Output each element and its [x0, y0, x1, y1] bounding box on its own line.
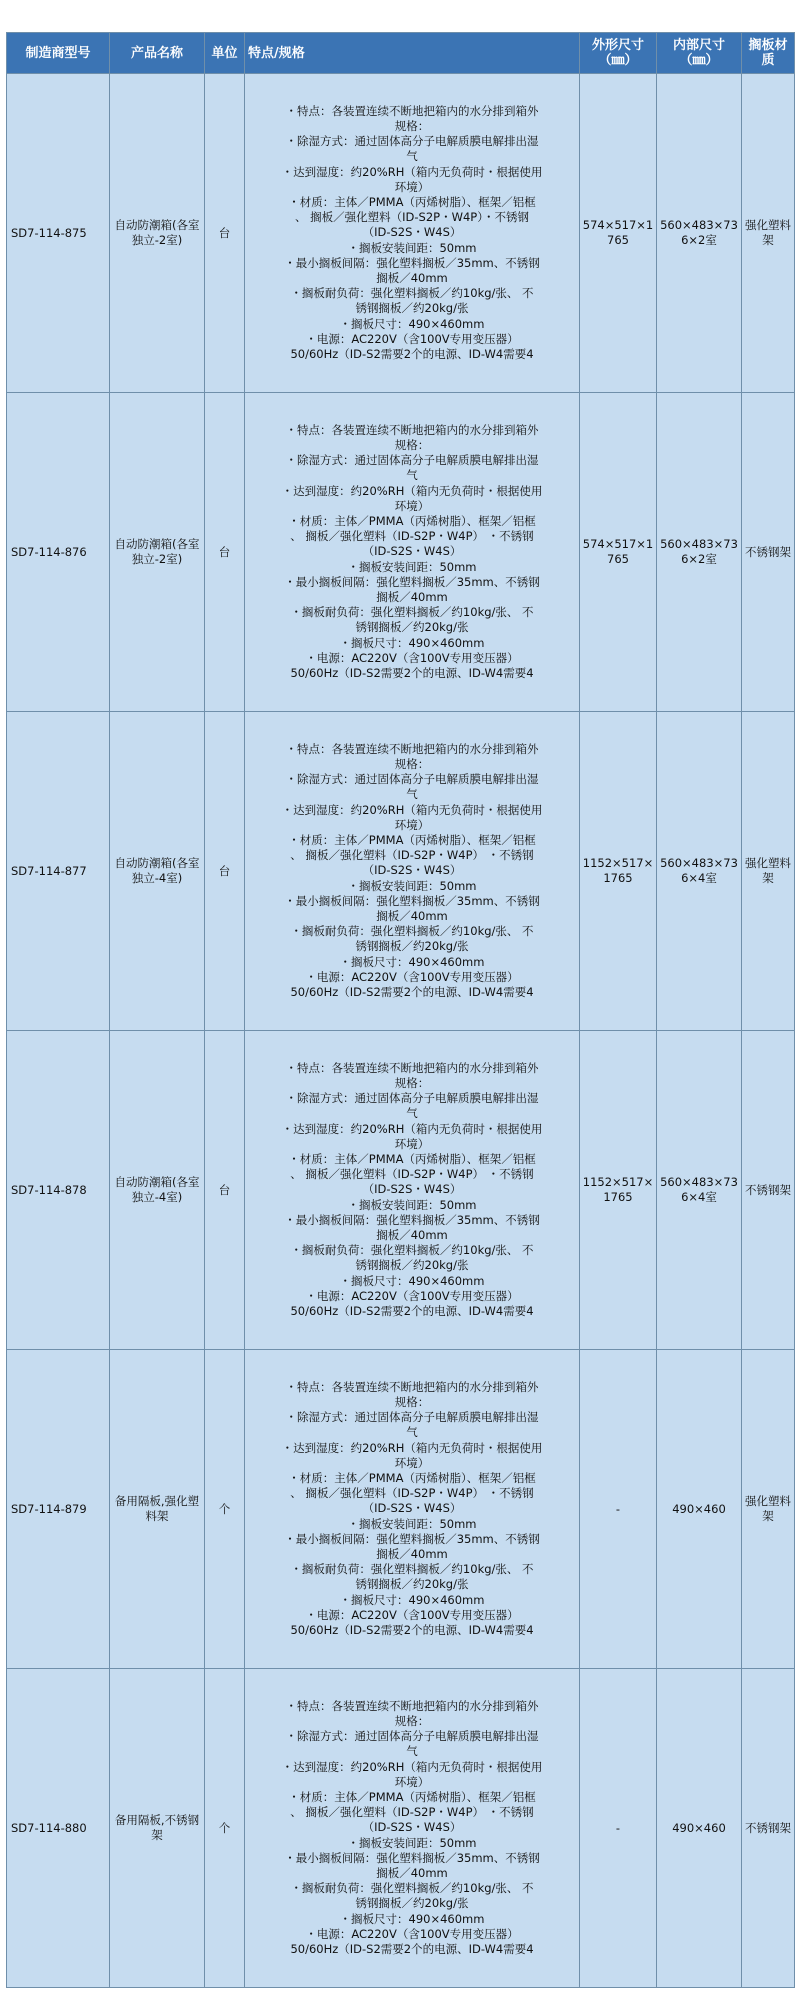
model-cell: SD7-114-878 [7, 1031, 110, 1350]
spec-line: （ID-S2S・W4S） [362, 863, 462, 878]
header-inner-size: 内部尺寸（㎜） [657, 33, 742, 74]
spec-line: 锈钢搁板／约20kg/张 [355, 1577, 469, 1592]
spec-line: ・特点：各装置连续不断地把箱内的水分排到箱外 [285, 741, 539, 756]
spec-line: ・搁板尺寸：490×460mm [339, 635, 485, 650]
spec-line: 搁板／40mm [376, 1547, 448, 1561]
inner-size-cell: 490×460 [657, 1669, 742, 1988]
spec-line: ・达到湿度：约20%RH（箱内无负荷时・根据使用 [281, 1759, 543, 1774]
table-row [7, 1031, 795, 1350]
outer-size-cell: - [580, 1669, 657, 1988]
spec-line: 规格： [394, 1713, 430, 1728]
spec-line: 环境） [394, 179, 430, 194]
product-name-cell: 自动防潮箱(各室独立-4室) [110, 1031, 205, 1350]
spec-line: ・搁板耐负荷：强化塑料搁板／约10kg/张、 不 [290, 1562, 534, 1577]
spec-line: ・特点：各装置连续不断地把箱内的水分排到箱外 [285, 103, 539, 118]
spec-line: ・电源：AC220V（含100V专用变压器） [305, 1607, 519, 1622]
product-name-cell: 备用隔板,强化塑料架 [110, 1350, 205, 1669]
header-outer-size: 外形尺寸（㎜） [580, 33, 657, 74]
inner-size-cell: 490×460 [657, 1350, 742, 1669]
spec-line: ・达到湿度：约20%RH（箱内无负荷时・根据使用 [281, 164, 543, 179]
spec-cell [245, 1350, 580, 1669]
spec-line: 50/60Hz（ID-S2需要2个的电源、ID-W4需要4 [290, 1623, 534, 1638]
spec-line: ・最小搁板间隔：强化塑料搁板／35mm、不锈钢 [284, 255, 540, 270]
spec-line: ・搁板尺寸：490×460mm [339, 1592, 485, 1607]
spec-line: 规格： [394, 1394, 430, 1409]
spec-line: 搁板／40mm [376, 271, 448, 285]
spec-line: ・材质：主体／PMMA（丙烯树脂）、框架／铝框 [288, 1789, 536, 1804]
spec-line: 环境） [394, 1455, 430, 1470]
header-shelf-material: 搁板材质 [742, 33, 795, 74]
spec-line: 、 搁板／强化塑料（ID-S2P・W4P）・不锈钢 [295, 210, 529, 225]
spec-line: 50/60Hz（ID-S2需要2个的电源、ID-W4需要4 [290, 1942, 534, 1957]
spec-line: （ID-S2S・W4S） [362, 1182, 462, 1197]
spec-line: 锈钢搁板／约20kg/张 [355, 620, 469, 635]
spec-line: ・搁板安装间距：50mm [347, 559, 477, 574]
spec-line: ・最小搁板间隔：强化塑料搁板／35mm、不锈钢 [284, 1531, 540, 1546]
spec-cell [245, 74, 580, 393]
spec-line: ・材质：主体／PMMA（丙烯树脂）、框架／铝框 [288, 832, 536, 847]
shelf-material-cell: 强化塑料架 [742, 712, 795, 1031]
unit-cell: 台 [205, 393, 245, 712]
spec-line: ・搁板耐负荷：强化塑料搁板／约10kg/张、 不 [290, 1881, 534, 1896]
header-unit: 单位 [205, 33, 245, 74]
unit-cell: 台 [205, 712, 245, 1031]
spec-cell [245, 1031, 580, 1350]
spec-line: ・搁板尺寸：490×460mm [339, 316, 485, 331]
spec-line: ・最小搁板间隔：强化塑料搁板／35mm、不锈钢 [284, 574, 540, 589]
spec-line: ・特点：各装置连续不断地把箱内的水分排到箱外 [285, 1379, 539, 1394]
spec-line: 气 [406, 1744, 418, 1759]
spec-line: ・电源：AC220V（含100V专用变压器） [305, 1926, 519, 1941]
header-model: 制造商型号 [7, 33, 110, 74]
inner-size-cell: 560×483×736×4室 [657, 712, 742, 1031]
spec-line: 气 [406, 1425, 418, 1440]
spec-line: ・达到湿度：约20%RH（箱内无负荷时・根据使用 [281, 802, 543, 817]
spec-line: ・电源：AC220V（含100V专用变压器） [305, 331, 519, 346]
spec-line: ・材质：主体／PMMA（丙烯树脂）、框架／铝框 [288, 513, 536, 528]
spec-line: 、 搁板／强化塑料（ID-S2P・W4P） ・不锈钢 [290, 529, 534, 544]
spec-line: 、 搁板／强化塑料（ID-S2P・W4P） ・不锈钢 [290, 1167, 534, 1182]
spec-line: ・最小搁板间隔：强化塑料搁板／35mm、不锈钢 [284, 1212, 540, 1227]
spec-line: ・材质：主体／PMMA（丙烯树脂）、框架／铝框 [288, 1470, 536, 1485]
spec-line: ・搁板尺寸：490×460mm [339, 1273, 485, 1288]
spec-line: ・除湿方式：通过固体高分子电解质膜电解排出湿 [285, 1410, 539, 1425]
spec-line: 规格： [394, 118, 430, 133]
spec-line: ・除湿方式：通过固体高分子电解质膜电解排出湿 [285, 1091, 539, 1106]
spec-line: 搁板／40mm [376, 590, 448, 604]
spec-line: ・电源：AC220V（含100V专用变压器） [305, 969, 519, 984]
spec-cell [245, 1669, 580, 1988]
spec-line: 规格： [394, 437, 430, 452]
shelf-material-cell: 强化塑料架 [742, 74, 795, 393]
spec-line: 环境） [394, 817, 430, 832]
product-name-cell: 自动防潮箱(各室独立-2室) [110, 393, 205, 712]
spec-line: ・搁板安装间距：50mm [347, 1835, 477, 1850]
spec-line: 搁板／40mm [376, 1866, 448, 1880]
outer-size-cell: 574×517×1765 [580, 74, 657, 393]
table-row [7, 74, 795, 393]
spec-line: ・搁板安装间距：50mm [347, 1516, 477, 1531]
spec-line: 50/60Hz（ID-S2需要2个的电源、ID-W4需要4 [290, 347, 534, 362]
table-body [7, 74, 795, 1988]
model-cell: SD7-114-876 [7, 393, 110, 712]
spec-line: 锈钢搁板／约20kg/张 [355, 1258, 469, 1273]
spec-line: ・电源：AC220V（含100V专用变压器） [305, 1288, 519, 1303]
model-cell: SD7-114-880 [7, 1669, 110, 1988]
spec-line: 50/60Hz（ID-S2需要2个的电源、ID-W4需要4 [290, 1304, 534, 1319]
header-product-name: 产品名称 [110, 33, 205, 74]
outer-size-cell: - [580, 1350, 657, 1669]
spec-line: 环境） [394, 498, 430, 513]
inner-size-cell: 560×483×736×4室 [657, 1031, 742, 1350]
spec-line: ・搁板安装间距：50mm [347, 878, 477, 893]
spec-line: ・材质：主体／PMMA（丙烯树脂）、框架／铝框 [288, 1151, 536, 1166]
spec-line: ・搁板安装间距：50mm [347, 240, 477, 255]
product-name-cell: 备用隔板,不锈钢架 [110, 1669, 205, 1988]
spec-line: 气 [406, 468, 418, 483]
spec-line: ・最小搁板间隔：强化塑料搁板／35mm、不锈钢 [284, 893, 540, 908]
spec-line: 锈钢搁板／约20kg/张 [355, 939, 469, 954]
product-spec-table [6, 32, 795, 1988]
shelf-material-cell: 不锈钢架 [742, 1031, 795, 1350]
spec-line: ・除湿方式：通过固体高分子电解质膜电解排出湿 [285, 772, 539, 787]
spec-line: 气 [406, 149, 418, 164]
spec-line: 50/60Hz（ID-S2需要2个的电源、ID-W4需要4 [290, 985, 534, 1000]
spec-line: 、 搁板／强化塑料（ID-S2P・W4P） ・不锈钢 [290, 1805, 534, 1820]
spec-line: 、 搁板／强化塑料（ID-S2P・W4P） ・不锈钢 [290, 848, 534, 863]
spec-line: 规格： [394, 756, 430, 771]
spec-line: ・搁板耐负荷：强化塑料搁板／约10kg/张、 不 [290, 924, 534, 939]
model-cell: SD7-114-879 [7, 1350, 110, 1669]
table-row [7, 393, 795, 712]
unit-cell: 台 [205, 74, 245, 393]
spec-line: ・搁板尺寸：490×460mm [339, 954, 485, 969]
spec-line: ・达到湿度：约20%RH（箱内无负荷时・根据使用 [281, 483, 543, 498]
table-header-row [7, 33, 795, 74]
table-row [7, 712, 795, 1031]
spec-line: ・搁板耐负荷：强化塑料搁板／约10kg/张、 不 [290, 605, 534, 620]
spec-line: ・最小搁板间隔：强化塑料搁板／35mm、不锈钢 [284, 1850, 540, 1865]
spec-line: ・特点：各装置连续不断地把箱内的水分排到箱外 [285, 422, 539, 437]
inner-size-cell: 560×483×736×2室 [657, 393, 742, 712]
product-name-cell: 自动防潮箱(各室独立-4室) [110, 712, 205, 1031]
inner-size-cell: 560×483×736×2室 [657, 74, 742, 393]
table-row [7, 1350, 795, 1669]
outer-size-cell: 1152×517×1765 [580, 1031, 657, 1350]
spec-cell [245, 393, 580, 712]
spec-line: ・材质：主体／PMMA（丙烯树脂）、框架／铝框 [288, 194, 536, 209]
spec-line: 气 [406, 1106, 418, 1121]
spec-line: ・达到湿度：约20%RH（箱内无负荷时・根据使用 [281, 1440, 543, 1455]
spec-line: ・除湿方式：通过固体高分子电解质膜电解排出湿 [285, 1729, 539, 1744]
spec-line: 气 [406, 787, 418, 802]
header-spec: 特点/规格 [245, 33, 580, 74]
spec-line: ・除湿方式：通过固体高分子电解质膜电解排出湿 [285, 134, 539, 149]
spec-line: ・搁板安装间距：50mm [347, 1197, 477, 1212]
model-cell: SD7-114-875 [7, 74, 110, 393]
spec-line: ・搁板耐负荷：强化塑料搁板／约10kg/张、 不 [290, 1243, 534, 1258]
outer-size-cell: 574×517×1765 [580, 393, 657, 712]
shelf-material-cell: 强化塑料架 [742, 1350, 795, 1669]
unit-cell: 台 [205, 1031, 245, 1350]
spec-line: 规格： [394, 1075, 430, 1090]
unit-cell: 个 [205, 1350, 245, 1669]
spec-line: ・达到湿度：约20%RH（箱内无负荷时・根据使用 [281, 1121, 543, 1136]
spec-line: 环境） [394, 1774, 430, 1789]
spec-cell [245, 712, 580, 1031]
spec-line: ・特点：各装置连续不断地把箱内的水分排到箱外 [285, 1698, 539, 1713]
shelf-material-cell: 不锈钢架 [742, 393, 795, 712]
spec-line: （ID-S2S・W4S） [362, 1820, 462, 1835]
spec-line: ・搁板尺寸：490×460mm [339, 1911, 485, 1926]
table-row [7, 1669, 795, 1988]
outer-size-cell: 1152×517×1765 [580, 712, 657, 1031]
product-name-cell: 自动防潮箱(各室独立-2室) [110, 74, 205, 393]
shelf-material-cell: 不锈钢架 [742, 1669, 795, 1988]
unit-cell: 个 [205, 1669, 245, 1988]
spec-line: 锈钢搁板／约20kg/张 [355, 301, 469, 316]
spec-line: ・除湿方式：通过固体高分子电解质膜电解排出湿 [285, 453, 539, 468]
spec-line: （ID-S2S・W4S） [362, 1501, 462, 1516]
spec-line: 环境） [394, 1136, 430, 1151]
spec-line: 搁板／40mm [376, 1228, 448, 1242]
spec-line: ・搁板耐负荷：强化塑料搁板／约10kg/张、 不 [290, 286, 534, 301]
spec-line: ・特点：各装置连续不断地把箱内的水分排到箱外 [285, 1060, 539, 1075]
spec-line: 、 搁板／强化塑料（ID-S2P・W4P） ・不锈钢 [290, 1486, 534, 1501]
spec-line: ・电源：AC220V（含100V专用变压器） [305, 650, 519, 665]
spec-line: （ID-S2S・W4S） [362, 544, 462, 559]
model-cell: SD7-114-877 [7, 712, 110, 1031]
spec-line: 锈钢搁板／约20kg/张 [355, 1896, 469, 1911]
spec-line: （ID-S2S・W4S） [362, 225, 462, 240]
spec-line: 搁板／40mm [376, 909, 448, 923]
spec-line: 50/60Hz（ID-S2需要2个的电源、ID-W4需要4 [290, 666, 534, 681]
